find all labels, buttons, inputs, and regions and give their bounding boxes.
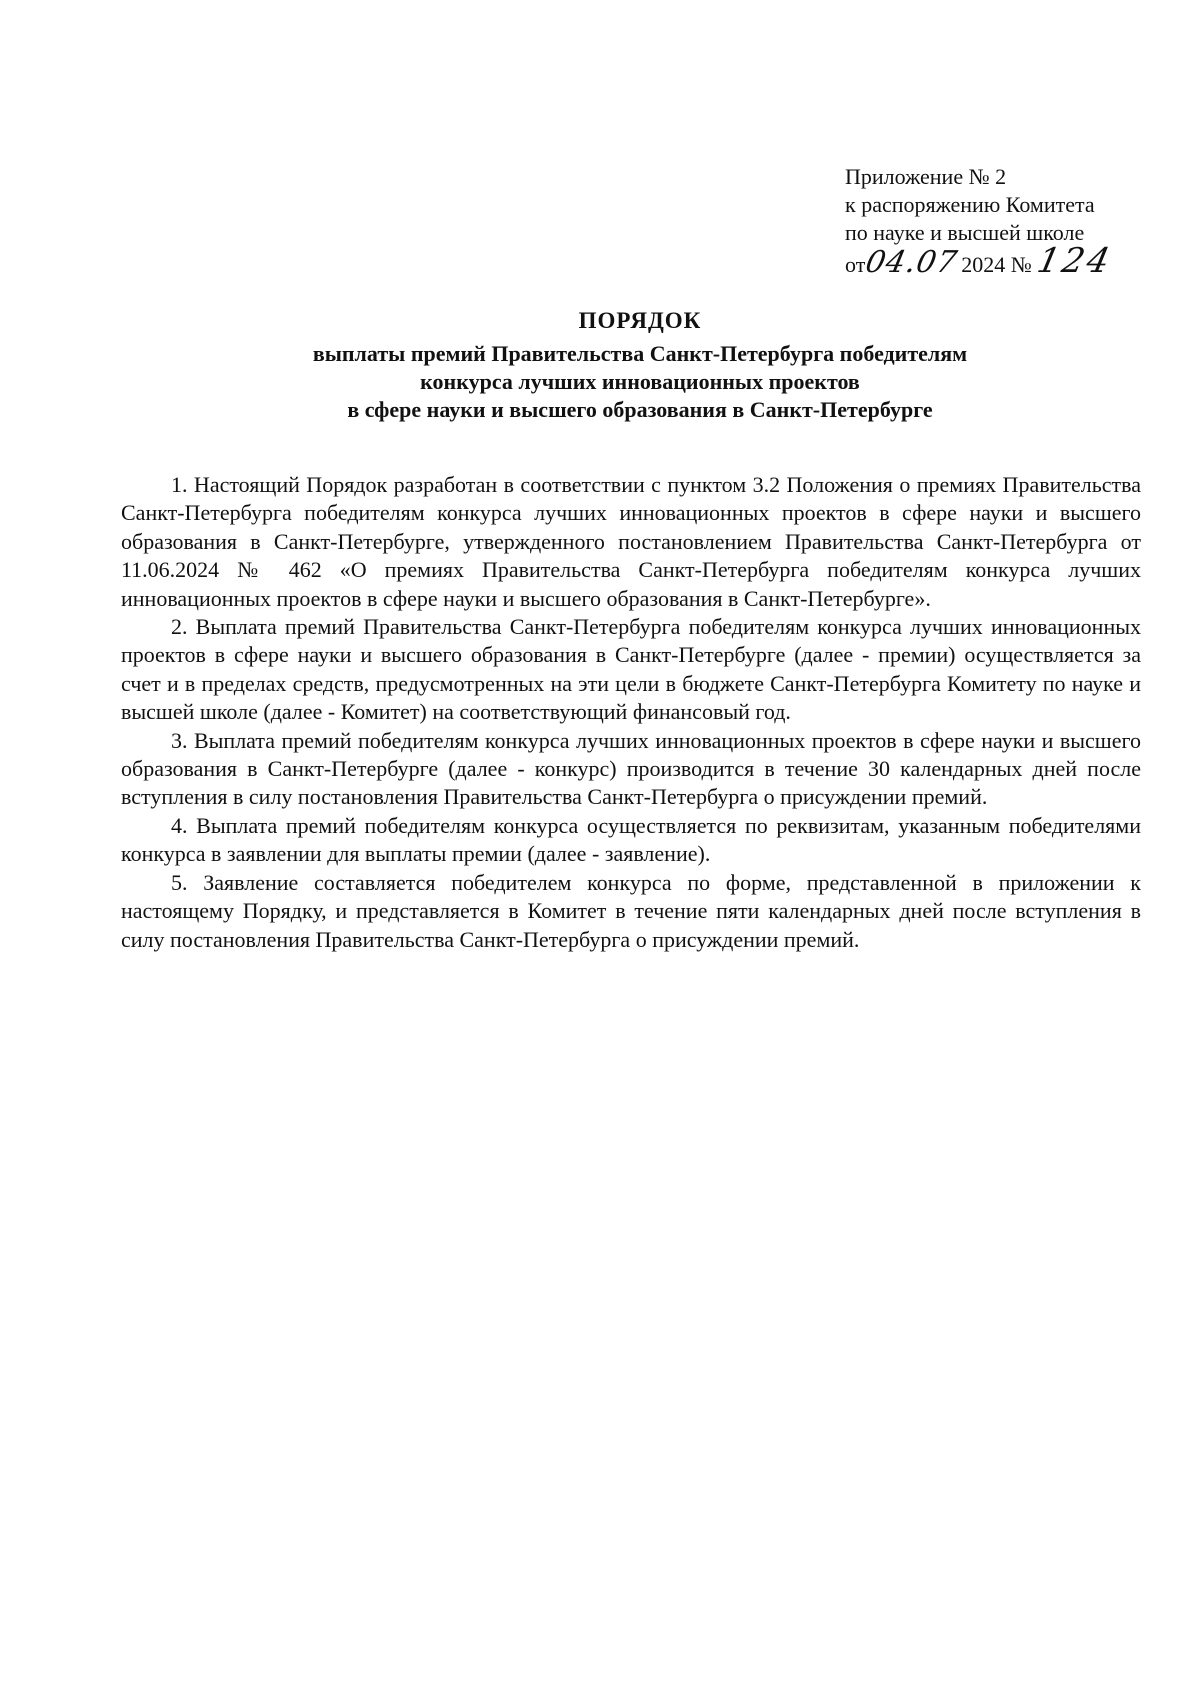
appendix-order-reference: к распоряжению Комитета (845, 192, 1095, 217)
number-prefix: № (1010, 252, 1032, 277)
handwritten-date: 04.07 (862, 245, 962, 280)
paragraph-4: 4. Выплата премий победителям конкурса осуществляется по реквизитам, указанным победителями конкурса в заявлении для выплаты премии (далее - заявление). (121, 812, 1141, 867)
paragraph-1: 1. Настоящий Порядок разработан в соответствии с пунктом 3.2 Положения о премиях Правительства Санкт-Петербурга победителям конкурса лучших инновационных проектов в сфере науки и высшего образования в Санкт-Петербурге, утвержденного постановлением Правительства Санкт-Петербурга от 11.06.2024 № 462 «О премиях Правительства Санкт-Петербурга победителям конкурса лучших инновационных проектов в сфере науки и высшего образования в Санкт-Петербурге». (121, 472, 1141, 611)
title-line-1: выплаты премий Правительства Санкт-Петербурга победителям (312, 341, 968, 366)
title-main: ПОРЯДОК (578, 308, 702, 333)
paragraph-5: 5. Заявление составляется победителем конкурса по форме, представленной в приложении к настоящему Порядку, и представляется в Комитет в течение пяти календарных дней после вступления в силу постановления Правительства Санкт-Петербурга о присуждении премий. (121, 869, 1141, 952)
appendix-date-line (845, 241, 1165, 281)
paragraph-2: 2. Выплата премий Правительства Санкт-Петербурга победителям конкурса лучших инновационных проектов в сфере науки и высшего образования в Санкт-Петербурге (далее - премии) осуществляется за счет и в пределах средств, предусмотренных на эти цели в бюджете Санкт-Петербурга Комитету по науке и высшей школе (далее - Комитет) на соответствующий финансовый год. (121, 614, 1141, 725)
document-body (121, 471, 1141, 954)
date-prefix: от (845, 252, 866, 277)
title-line-2: конкурса лучших инновационных проектов (420, 369, 860, 394)
appendix-committee: по науке и высшей школе (845, 220, 1085, 245)
title-line-3: в сфере науки и высшего образования в Санкт-Петербурге (347, 397, 933, 422)
paragraph-3: 3. Выплата премий победителям конкурса лучших инновационных проектов в сфере науки и высшего образования в Санкт-Петербурге (далее - конкурс) производится в течение 30 календарных дней после вступления в силу постановления Правительства Санкт-Петербурга о присуждении премий. (121, 727, 1141, 810)
document-title (120, 307, 1160, 424)
appendix-header (845, 163, 1165, 279)
handwritten-number: 124 (1033, 241, 1116, 281)
year: 2024 (961, 252, 1006, 277)
appendix-number: Приложение № 2 (845, 164, 1007, 189)
